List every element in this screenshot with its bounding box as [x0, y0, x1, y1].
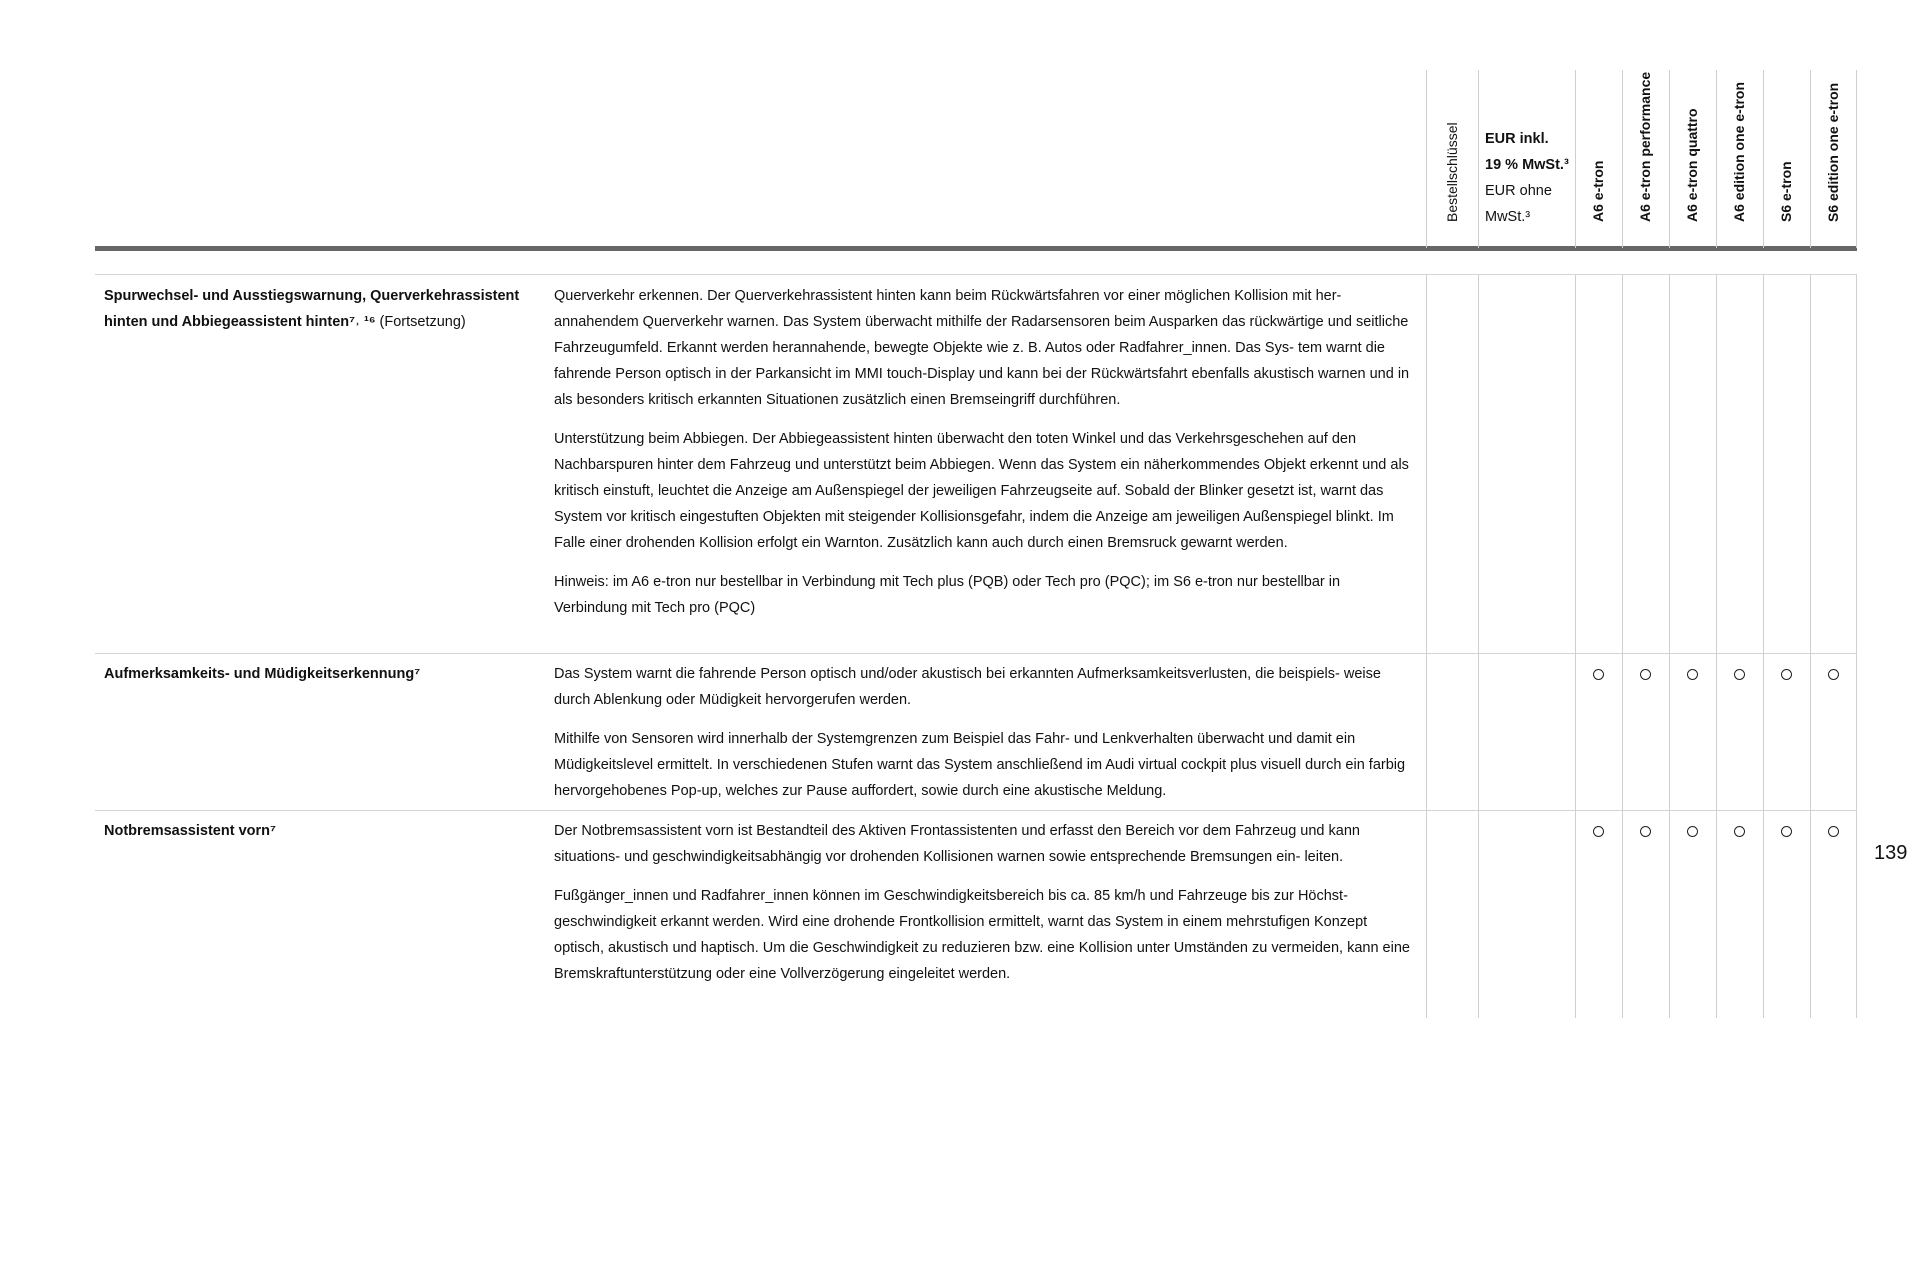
optional-circle-icon: [1640, 826, 1651, 837]
description-paragraph: Fußgänger_innen und Radfahrer_innen können im Geschwindigkeitsbereich bis ca. 85 km/h und Fahrzeuge bis zur Höchst- geschwindigkeit erkannt werden. Wird eine drohende Frontkollision ermittelt, warnt das System in einem mehrstufigen Konzept optisch, akustisch und haptisch. Um die Geschwindigkeit zu reduzieren bzw. eine Kollision unter Umständen zu vermeiden, kann eine Bremskraftunterstützung oder eine Vollverzögerung eingeleitet werden.: [554, 888, 1410, 982]
separator: [1763, 274, 1764, 1018]
model-label: S6 e-tron: [1778, 161, 1794, 222]
description-paragraph: Das System warnt die fahrende Person optisch und/oder akustisch bei erkannten Aufmerksamkeitsverlusten, die beispiels- weise durch Ablenkung oder Müdigkeit hervorgerufen werden.: [554, 666, 1381, 708]
model-header-a6-etron: [1575, 70, 1622, 244]
separator: [1575, 70, 1576, 248]
feature-title: Aufmerksamkeits- und Müdigkeitserkennung⁷: [104, 666, 421, 682]
separator: [1622, 70, 1623, 248]
price-header: [1485, 126, 1585, 230]
separator: [1575, 274, 1576, 1018]
model-label: A6 e-tron: [1590, 160, 1606, 222]
model-label: A6 e-tron performance: [1637, 71, 1653, 222]
description-paragraph: Der Notbremsassistent vorn ist Bestandteil des Aktiven Frontassistenten und erfasst den Bereich vor dem Fahrzeug und kann situations- und geschwindigkeitsabhängig vor drohenden Kollisionen warnen sowie entsprechende Bremsungen ein- leiten.: [554, 823, 1360, 865]
feature-name: [104, 818, 544, 844]
feature-title: Notbremsassistent vorn⁷: [104, 823, 276, 839]
price-excl-line2: MwSt.³: [1485, 209, 1531, 225]
model-label: A6 edition one e-tron: [1731, 82, 1747, 222]
separator: [1763, 70, 1764, 248]
separator: [1622, 274, 1623, 1018]
feature-description: [554, 818, 1414, 1000]
order-key-header: [1426, 70, 1478, 244]
feature-description: [554, 283, 1414, 634]
feature-name: [104, 283, 544, 335]
feature-title: Spurwechsel- und Ausstiegswarnung, Querverkehrassistent hinten und Abbiegeassistent hinten⁷˒ ¹⁶: [104, 288, 520, 330]
model-header-a6-etron-performance: [1622, 70, 1669, 244]
optional-circle-icon: [1828, 669, 1839, 680]
separator: [1426, 70, 1427, 248]
optional-circle-icon: [1687, 826, 1698, 837]
row-divider: [95, 810, 1857, 811]
optional-circle-icon: [1781, 669, 1792, 680]
separator: [1669, 274, 1670, 1018]
optional-circle-icon: [1734, 826, 1745, 837]
table-top-rule: [95, 274, 1857, 275]
model-label: S6 edition one e-tron: [1825, 82, 1841, 222]
model-header-a6-edition-one: [1716, 70, 1763, 244]
feature-name: [104, 661, 544, 687]
separator: [1426, 274, 1427, 1018]
separator: [1810, 274, 1811, 1018]
row-divider: [95, 653, 1857, 654]
header-rule: [95, 246, 1857, 251]
feature-suffix: (Fortsetzung): [375, 314, 466, 330]
page-number: 139: [1874, 842, 1908, 864]
optional-circle-icon: [1593, 826, 1604, 837]
optional-circle-icon: [1781, 826, 1792, 837]
optional-circle-icon: [1640, 669, 1651, 680]
price-excl-line1: EUR ohne: [1485, 183, 1552, 199]
separator: [1478, 70, 1479, 248]
optional-circle-icon: [1734, 669, 1745, 680]
separator: [1856, 274, 1857, 1018]
model-header-s6-edition-one: [1810, 70, 1857, 244]
optional-circle-icon: [1593, 669, 1604, 680]
description-paragraph: Mithilfe von Sensoren wird innerhalb der Systemgrenzen zum Beispiel das Fahr- und Lenkverhalten überwacht und damit ein Müdigkeitslevel ermittelt. In verschiedenen Stufen warnt das System anschließend im Audi virtual cockpit plus visuell durch ein farbig hervorgehobenes Pop-up, welches zur Pause auffordert, sowie durch eine akustische Meldung.: [554, 731, 1406, 799]
model-label: A6 e-tron quattro: [1684, 108, 1700, 222]
separator: [1810, 70, 1811, 248]
separator: [1856, 70, 1857, 248]
separator: [1669, 70, 1670, 248]
order-key-label: Bestellschlüssel: [1444, 122, 1460, 222]
description-paragraph: Querverkehr erkennen. Der Querverkehrassistent hinten kann beim Rückwärtsfahren vor einer möglichen Kollision mit her- annahendem Querverkehr warnen. Das System überwacht mithilfe der Radarsensoren beim Ausparken das rückwärtige und seitliche Fahrzeugumfeld. Erkannt werden herannahende, bewegte Objekte wie z. B. Autos oder Radfahrer_innen. Das Sys- tem warnt die fahrende Person optisch in der Parkansicht im MMI touch-Display und kann bei der Rückwärtsfahrt ebenfalls akustisch warnen und in als besonders kritisch erkannten Situationen zusätzlich einen Bremseingriff durchführen.: [554, 288, 1410, 408]
description-paragraph: Hinweis: im A6 e-tron nur bestellbar in Verbindung mit Tech plus (PQB) oder Tech pro (PQC); im S6 e-tron nur bestellbar in Verbindung mit Tech pro (PQC): [554, 574, 1341, 616]
feature-description: [554, 661, 1414, 817]
separator: [1478, 274, 1479, 1018]
price-incl-line2: 19 % MwSt.³: [1485, 157, 1569, 173]
separator: [1716, 70, 1717, 248]
optional-circle-icon: [1828, 826, 1839, 837]
model-header-a6-etron-quattro: [1669, 70, 1716, 244]
description-paragraph: Unterstützung beim Abbiegen. Der Abbiegeassistent hinten überwacht den toten Winkel und das Verkehrsgeschehen auf den Nachbarspuren hinter dem Fahrzeug und unterstützt beim Abbiegen. Wenn das System ein näherkommendes Objekt erkennt und als kritisch einstuft, leuchtet die Anzeige am Außenspiegel der jeweiligen Fahrzeugseite auf. Sobald der Blinker gesetzt ist, warnt das System vor kritisch eingestuften Objekten mit steigender Kollisionsgefahr, indem die Anzeige am jeweiligen Außenspiegel blinkt. Im Falle einer drohenden Kollision erfolgt ein Warnton. Zusätzlich kann auch durch einen Bremsruck gewarnt werden.: [554, 431, 1409, 551]
price-incl-line1: EUR inkl.: [1485, 131, 1549, 147]
optional-circle-icon: [1687, 669, 1698, 680]
model-header-s6-etron: [1763, 70, 1810, 244]
separator: [1716, 274, 1717, 1018]
